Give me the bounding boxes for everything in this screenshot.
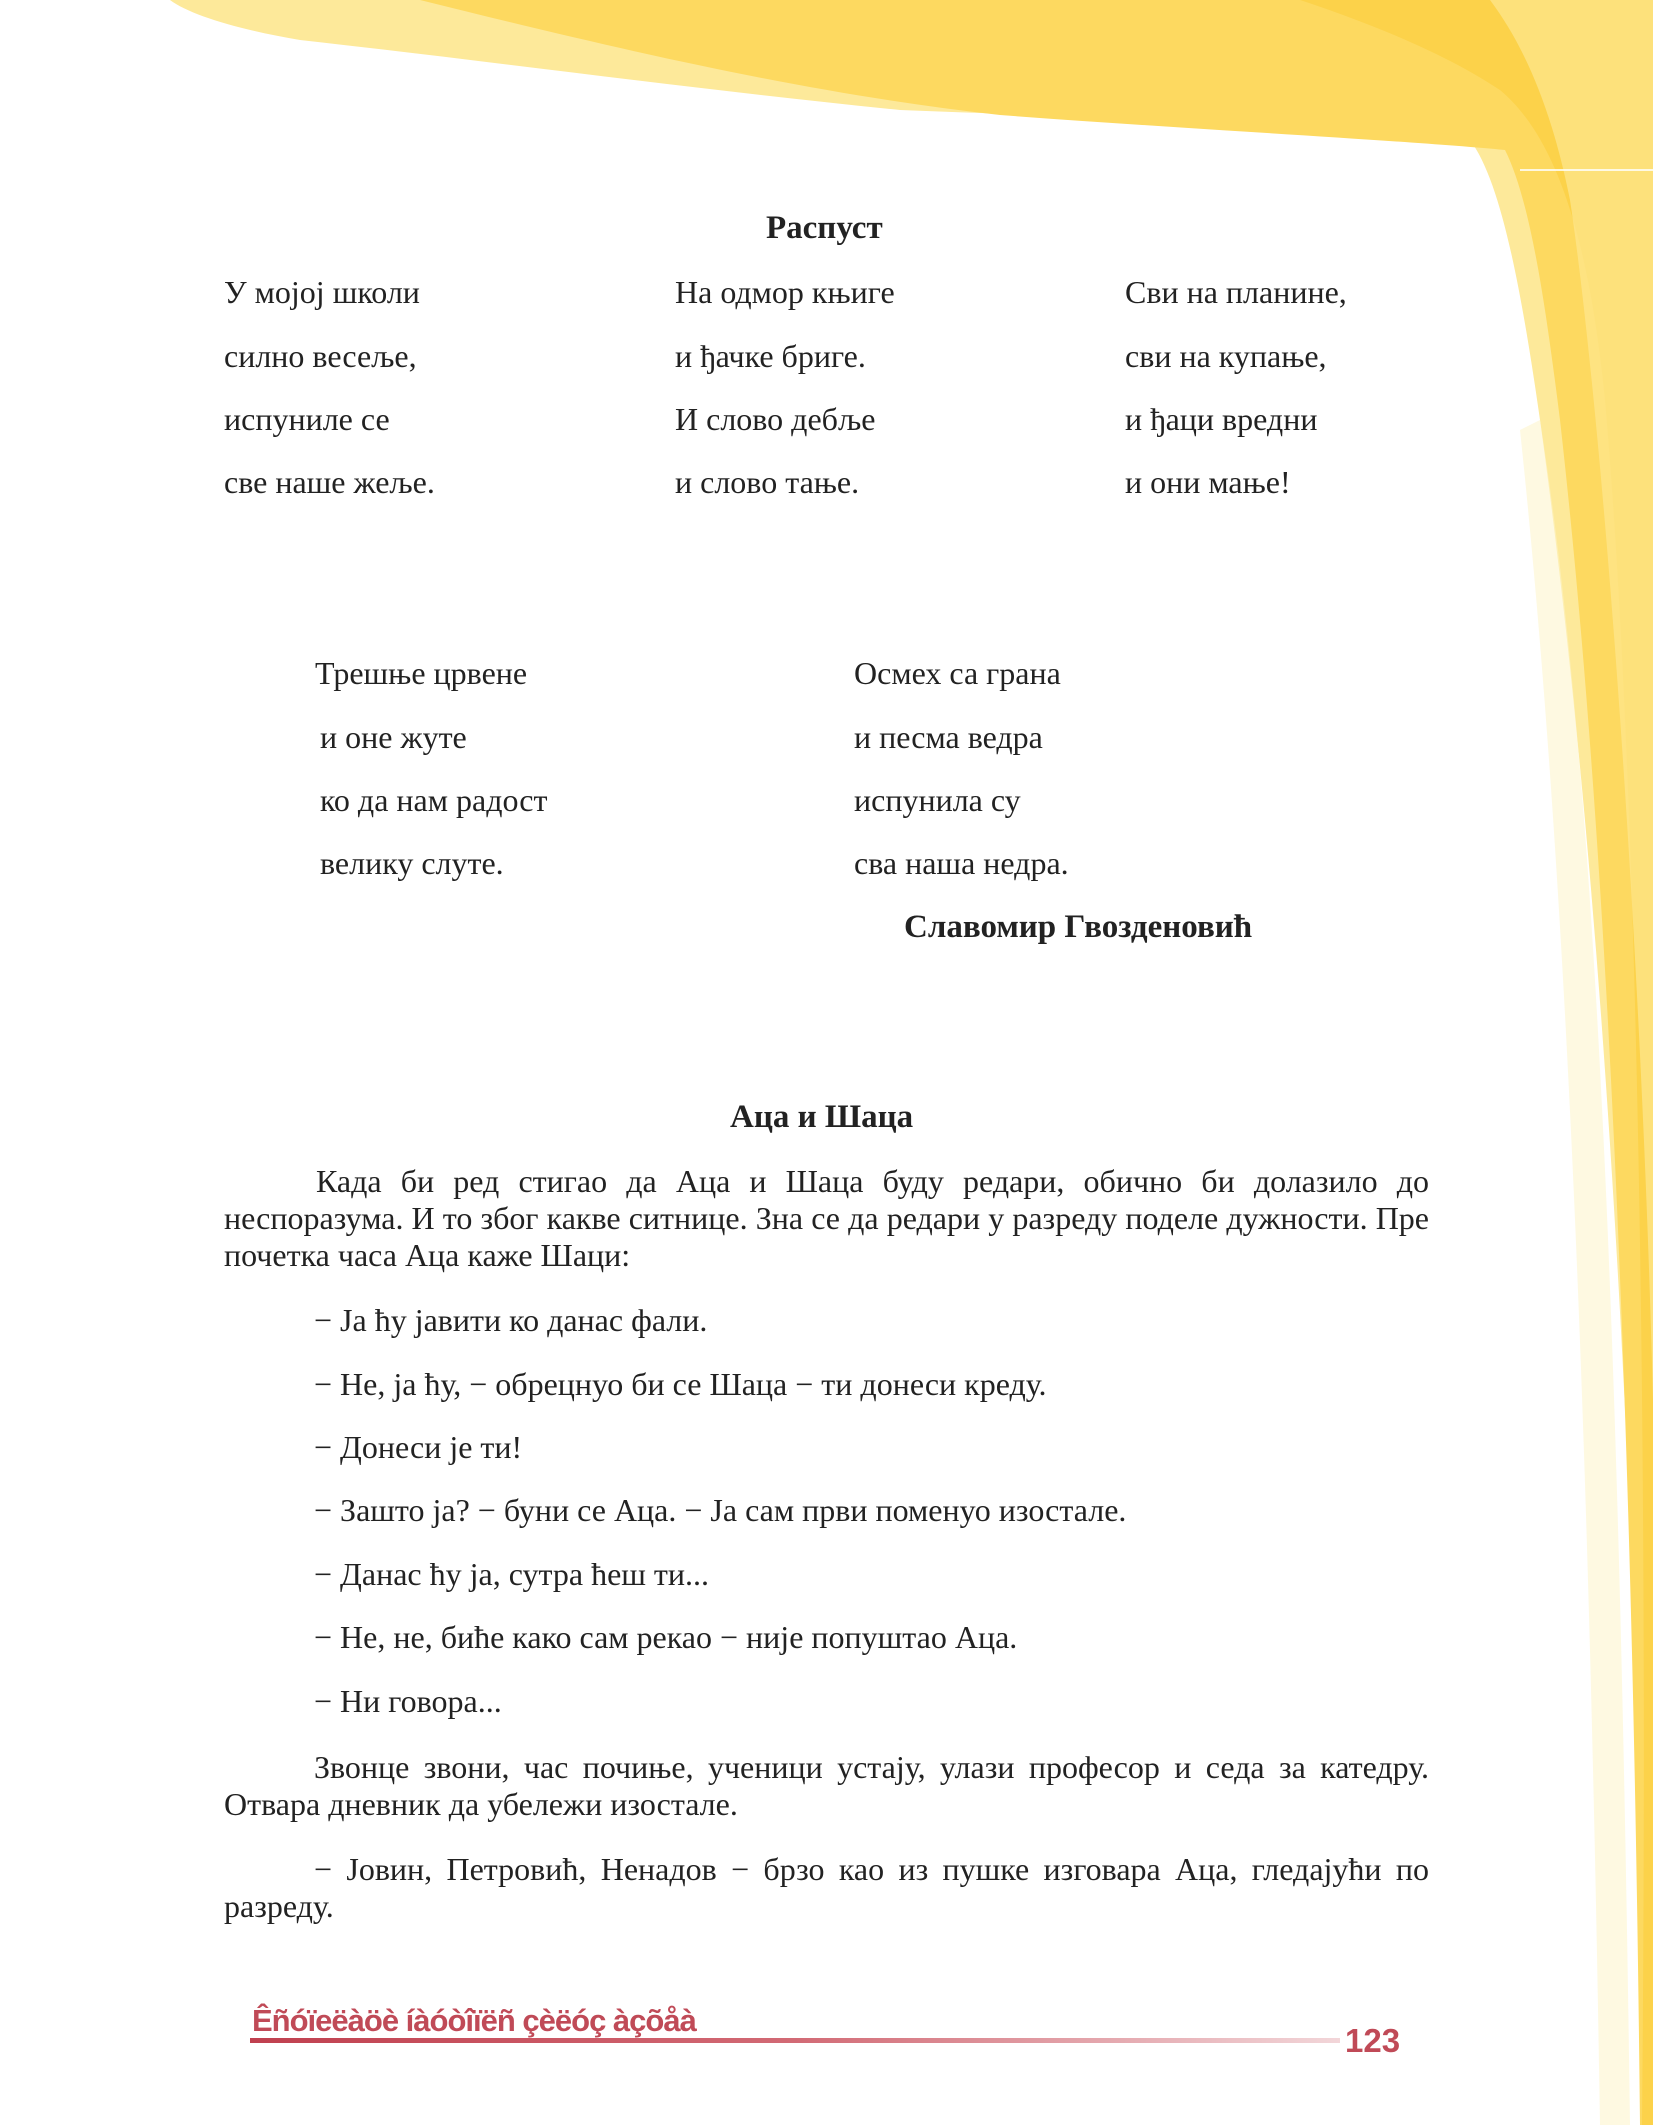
poem-line: На одмор књиге <box>675 274 895 310</box>
poem-line: и слово тање. <box>675 464 860 500</box>
footer-title: Êñóïeëàöè íàóòîïëñ çèëóç àçõåà <box>252 2003 696 2038</box>
dialogue-line: − Зашто ја? − буни се Аца. − Ја сам први поменуо изостале. <box>314 1492 1127 1528</box>
poem-title: Распуст <box>766 210 883 246</box>
dialogue-line: − Данас ћу ја, сутра ћеш ти... <box>314 1556 710 1592</box>
dialogue-line: − Не, ја ћу, − обрецнуо би се Шаца − ти донеси креду. <box>314 1366 1047 1402</box>
poem-line: сви на купање, <box>1125 338 1327 374</box>
dialogue-line: − Ни говора... <box>314 1683 502 1719</box>
poem-author: Славомир Гвозденовић <box>904 909 1253 945</box>
poem-line: све наше жеље. <box>224 464 435 500</box>
poem-line: ко да нам радост <box>320 782 548 818</box>
dialogue-line: − Донеси је ти! <box>314 1429 523 1465</box>
poem-line: и ђачке бриге. <box>675 338 866 374</box>
page-number: 123 <box>1345 2022 1401 2059</box>
poem-line: сва наша недра. <box>854 845 1069 881</box>
poem-line: и они мање! <box>1125 464 1291 500</box>
poem-line: Трешње црвене <box>315 655 528 691</box>
poem-line: велику слуте. <box>320 845 504 881</box>
poem-line: и ђаци вредни <box>1125 401 1318 437</box>
poem-line: испуниле се <box>224 401 390 437</box>
story-paragraph-2: Звонце звони, час почиње, ученици устају, улази професор и седа за катедру. Отвара дневник да убележи изостале. <box>224 1749 1429 1822</box>
poem-line: силно весеље, <box>224 338 417 374</box>
poem-line: испунила су <box>854 782 1021 818</box>
story-title: Аца и Шаца <box>730 1099 914 1135</box>
poem-line: и песма ведра <box>854 719 1043 755</box>
dialogue-line: − Ја ћу јавити ко данас фали. <box>314 1302 708 1338</box>
story-paragraph-3: − Јовин, Петровић, Ненадов − брзо као из пушке изговара Аца, гледајући по разреду. <box>224 1851 1429 1924</box>
poem-line: Осмех са грана <box>854 655 1061 691</box>
footer-rule <box>250 2038 1340 2043</box>
poem-line: и оне жуте <box>320 719 467 755</box>
poem-line: Сви на планине, <box>1125 274 1347 310</box>
poem-line: И слово дебље <box>675 401 876 437</box>
story-paragraph-intro: Када би ред стигао да Аца и Шаца буду редари, обично би долазило до неспоразума. И то због какве ситнице. Зна се да редари у разреду поделе дужности. Пре почетка часа Аца каже Шаци: <box>224 1163 1429 1273</box>
dialogue-line: − Не, не, биће како сам рекао − није попуштао Аца. <box>314 1619 1018 1655</box>
poem-line: У мојој школи <box>224 274 420 310</box>
